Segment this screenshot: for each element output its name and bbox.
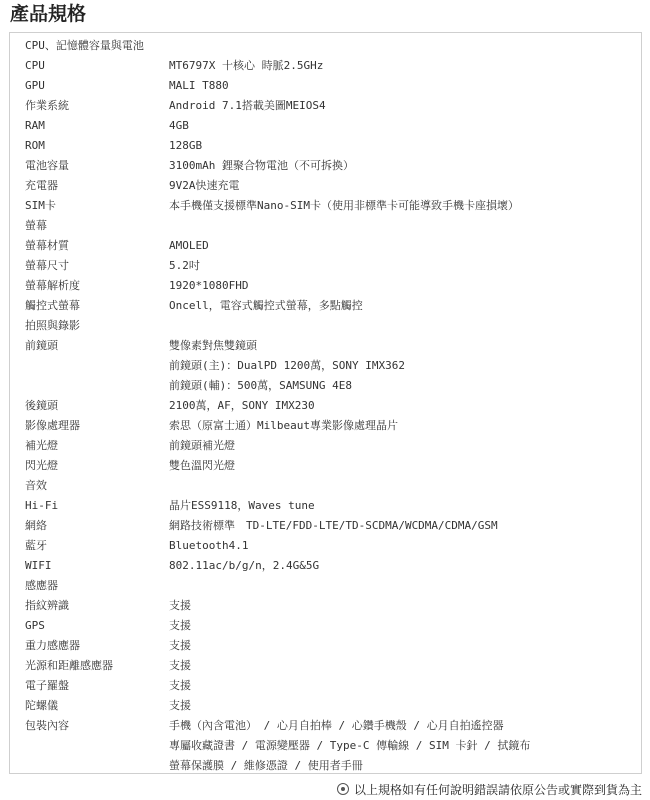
spec-row: [25, 396, 635, 416]
spec-row: [25, 616, 635, 636]
spec-row: [25, 676, 635, 696]
spec-row: [25, 76, 635, 96]
spec-label: 作業系統: [25, 99, 69, 112]
spec-label: 感應器: [25, 579, 58, 592]
spec-label: 包裝內容: [25, 719, 69, 732]
spec-label: 拍照與錄影: [25, 319, 80, 332]
spec-row: [25, 336, 635, 356]
spec-value: Android 7.1搭載美圖MEIOS4: [169, 99, 326, 112]
spec-value: 雙像素對焦雙鏡頭: [169, 339, 257, 352]
spec-row: [25, 356, 635, 376]
spec-label: 陀螺儀: [25, 699, 58, 712]
spec-label: [25, 736, 169, 756]
spec-value: MT6797X 十核心 時脈2.5GHz: [169, 59, 324, 72]
spec-row: [25, 136, 635, 156]
spec-label: Hi-Fi: [25, 499, 59, 512]
footnote-text: 以上規格如有任何說明錯誤請依原公告或實際到貨為主: [353, 783, 642, 797]
spec-label: 充電器: [25, 179, 58, 192]
spec-row: [25, 316, 635, 336]
spec-label: 光源和距離感應器: [25, 659, 113, 672]
spec-row: [25, 556, 635, 576]
spec-label: RAM: [25, 119, 45, 132]
spec-row: [25, 256, 635, 276]
spec-value: 1920*1080FHD: [169, 279, 249, 292]
spec-value: 支援: [169, 699, 191, 712]
spec-label: ROM: [25, 139, 45, 152]
spec-value: 支援: [169, 679, 191, 692]
spec-value: 晶片ESS9118，Waves tune: [169, 499, 315, 512]
page-title: 產品規格: [10, 3, 87, 25]
spec-row: [25, 696, 635, 716]
spec-value: 支援: [169, 659, 191, 672]
spec-row: [25, 36, 635, 56]
spec-label: 指紋辨識: [25, 599, 69, 612]
spec-label: 螢幕解析度: [25, 279, 80, 292]
spec-label: WIFI: [25, 559, 52, 572]
spec-row: [25, 376, 635, 396]
spec-row: [25, 736, 635, 756]
spec-value: 手機（內含電池） / 心月自拍棒 / 心鑽手機殼 / 心月自拍遙控器: [169, 719, 504, 732]
spec-row: [25, 656, 635, 676]
spec-row: [25, 416, 635, 436]
spec-label: 補光燈: [25, 439, 58, 452]
spec-row: [25, 216, 635, 236]
spec-value: MALI T880: [169, 79, 229, 92]
spec-row: [25, 436, 635, 456]
spec-value: 網路技術標準 TD-LTE/FDD-LTE/TD-SCDMA/WCDMA/CDMA/GSM: [169, 519, 498, 532]
spec-row: [25, 496, 635, 516]
spec-row: [25, 516, 635, 536]
spec-value: 前鏡頭(主)：DualPD 1200萬，SONY IMX362: [169, 359, 405, 372]
spec-list: [25, 36, 635, 776]
spec-value: Bluetooth4.1: [169, 539, 249, 552]
spec-row: [25, 96, 635, 116]
spec-label: GPS: [25, 619, 45, 632]
spec-value: 專屬收藏證書 / 電源變壓器 / Type-C 傳輸線 / SIM 卡針 / 拭鏡布: [169, 739, 531, 752]
spec-label: SIM卡: [25, 199, 56, 212]
spec-label: 電池容量: [25, 159, 69, 172]
spec-label: 前鏡頭: [25, 339, 58, 352]
spec-row: [25, 116, 635, 136]
footnote: [337, 781, 642, 799]
spec-value: 本手機僅支援標準Nano-SIM卡（使用非標準卡可能導致手機卡座損壞）: [169, 199, 519, 212]
spec-label: 閃光燈: [25, 459, 58, 472]
spec-label: 螢幕材質: [25, 239, 69, 252]
spec-value: 128GB: [169, 139, 203, 152]
spec-label: 影像處理器: [25, 419, 80, 432]
spec-row: [25, 536, 635, 556]
spec-label: 電子羅盤: [25, 679, 69, 692]
spec-label: 音效: [25, 479, 47, 492]
spec-value: 前鏡頭補光燈: [169, 439, 235, 452]
spec-label: 網絡: [25, 519, 47, 532]
spec-label: GPU: [25, 79, 45, 92]
spec-row: [25, 276, 635, 296]
spec-row: [25, 56, 635, 76]
spec-row: [25, 636, 635, 656]
spec-value: 9V2A快速充電: [169, 179, 240, 192]
spec-value: 3100mAh 鋰聚合物電池（不可拆換）: [169, 159, 354, 172]
bullet-circle-icon: [337, 783, 349, 795]
spec-row: [25, 716, 635, 736]
spec-row: [25, 296, 635, 316]
spec-value: 5.2吋: [169, 259, 200, 272]
spec-row: [25, 756, 635, 776]
spec-row: [25, 156, 635, 176]
spec-value: 雙色溫閃光燈: [169, 459, 235, 472]
spec-row: [25, 476, 635, 496]
spec-value: 802.11ac/b/g/n，2.4G&5G: [169, 559, 320, 572]
spec-label: [25, 756, 169, 776]
spec-value: Oncell，電容式觸控式螢幕，多點觸控: [169, 299, 363, 312]
spec-value: 2100萬，AF，SONY IMX230: [169, 399, 315, 412]
spec-label: 螢幕: [25, 219, 47, 232]
spec-row: [25, 456, 635, 476]
spec-label: 觸控式螢幕: [25, 299, 80, 312]
spec-value: AMOLED: [169, 239, 209, 252]
spec-value: 螢幕保護膜 / 維修憑證 / 使用者手冊: [169, 759, 363, 772]
spec-label: CPU: [25, 59, 45, 72]
spec-value: 4GB: [169, 119, 189, 132]
spec-row: [25, 176, 635, 196]
spec-label: 後鏡頭: [25, 399, 58, 412]
spec-value: 支援: [169, 619, 191, 632]
spec-label: 重力感應器: [25, 639, 80, 652]
spec-row: [25, 596, 635, 616]
spec-row: [25, 576, 635, 596]
spec-value: 支援: [169, 599, 191, 612]
spec-row: [25, 236, 635, 256]
spec-label: CPU、記憶體容量與電池: [25, 39, 144, 52]
spec-value: 索思（原富士通）Milbeaut專業影像處理晶片: [169, 419, 398, 432]
spec-value: 支援: [169, 639, 191, 652]
spec-label: 螢幕尺寸: [25, 259, 69, 272]
spec-label: [25, 376, 169, 396]
spec-label: [25, 356, 169, 376]
spec-label: 藍牙: [25, 539, 47, 552]
spec-value: 前鏡頭(輔)：500萬，SAMSUNG 4E8: [169, 379, 352, 392]
spec-row: [25, 196, 635, 216]
